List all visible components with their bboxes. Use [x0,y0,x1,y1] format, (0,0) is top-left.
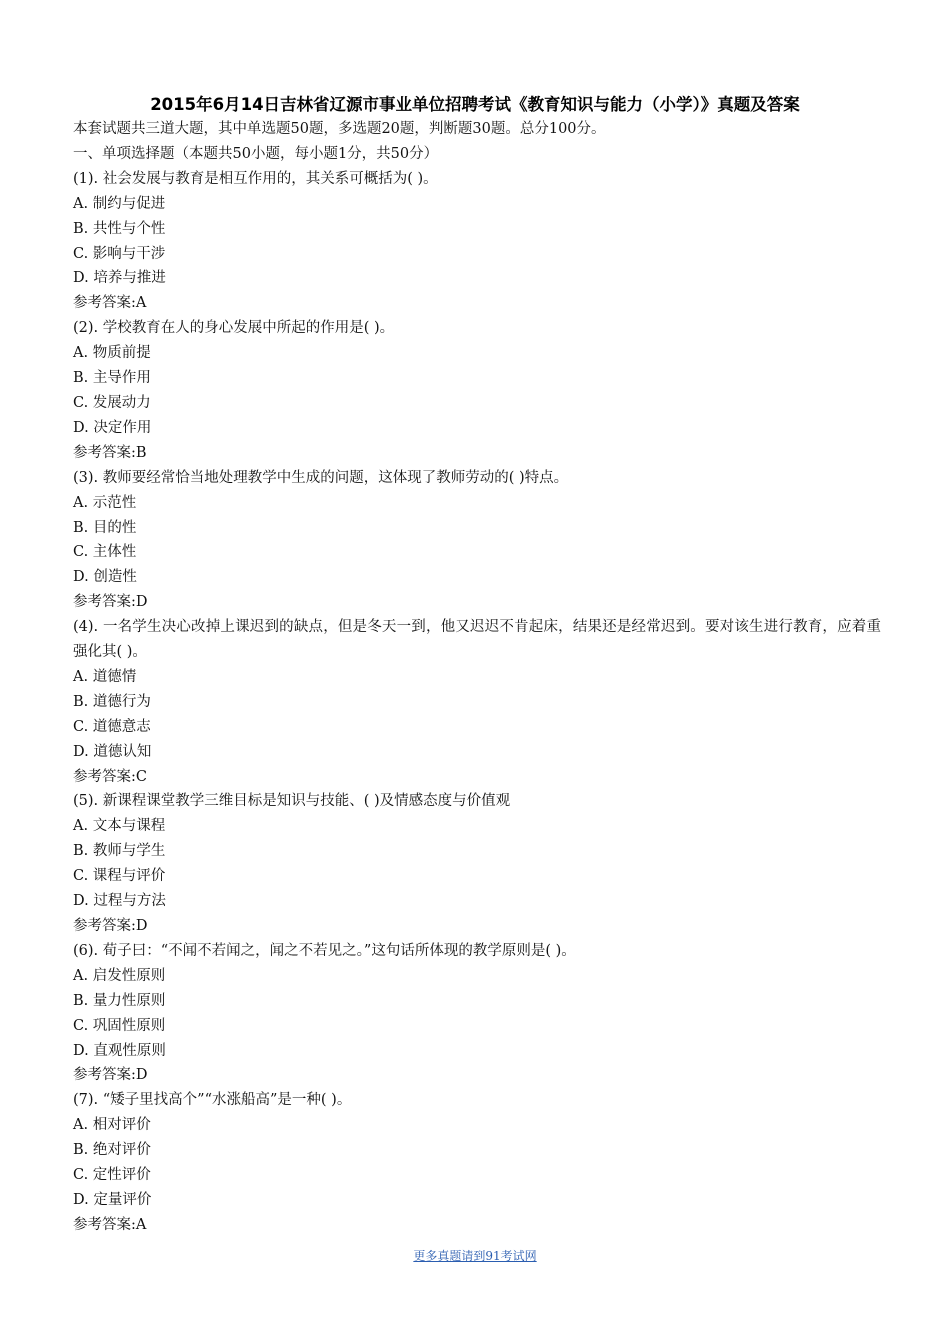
question-option: A. 启发性原则 [73,967,166,984]
intro-text: 本套试题共三道大题，其中单选题50题，多选题20题，判断题30题。总分100分。 [73,121,606,137]
question-option: B. 目的性 [73,519,137,536]
question-option: A. 制约与促进 [73,195,166,212]
question-option: B. 教师与学生 [73,843,166,860]
question-answer: 参考答案:A [73,1216,147,1233]
question-option: D. 决定作用 [73,419,152,436]
question-option: B. 道德行为 [73,693,151,710]
question-option: B. 量力性原则 [73,992,166,1009]
question-answer: 参考答案:D [73,918,148,934]
question-stem: (7). “矮子里找高个”“水涨船高”是一种( )。 [73,1092,352,1109]
question-option: A. 相对评价 [73,1117,151,1134]
question-answer: 参考答案:D [73,1067,148,1084]
section-heading: 一、单项选择题（本题共50小题，每小题1分，共50分） [73,145,439,162]
question-stem: (4). 一名学生决心改掉上课迟到的缺点，但是冬天一到，他又迟迟不肯起床，结果还是经常迟到。要对该生进行教育，应着重强化其( )。 [73,619,881,661]
question-answer: 参考答案:D [73,594,148,611]
question-option: B. 绝对评价 [73,1142,151,1159]
question-option: C. 课程与评价 [73,868,166,885]
question-stem: (3). 教师要经常恰当地处理教学中生成的问题，这体现了教师劳动的( )特点。 [73,469,569,486]
question-option: D. 过程与方法 [73,893,166,910]
question-stem: (5). 新课程课堂教学三维目标是知识与技能、( )及情感态度与价值观 [73,793,511,810]
question-option: D. 直观性原则 [73,1042,166,1059]
question-option: A. 物质前提 [73,345,151,362]
question-option: D. 培养与推进 [73,270,166,287]
footer-link[interactable]: 更多真题请到91考试网 [413,1249,537,1263]
question-option: C. 道德意志 [73,718,151,735]
question-option: A. 道德情 [73,668,137,685]
document-title: 2015年6月14日吉林省辽源市事业单位招聘考试《教育知识与能力（小学）》真题及答案 [150,95,800,114]
question-option: B. 主导作用 [73,370,151,387]
question-option: A. 示范性 [73,494,137,511]
question-stem: (6). 荀子曰：“不闻不若闻之，闻之不若见之。”这句话所体现的教学原则是( )。 [73,942,576,959]
question-option: D. 定量评价 [73,1191,152,1208]
question-option: D. 创造性 [73,569,137,586]
question-option: D. 道德认知 [73,743,152,760]
question-option: C. 巩固性原则 [73,1017,166,1034]
question-answer: 参考答案:B [73,444,147,461]
question-option: C. 定性评价 [73,1167,151,1184]
question-answer: 参考答案:A [73,295,147,312]
question-option: C. 影响与干涉 [73,245,166,262]
page-footer [0,1247,950,1265]
question-stem: (1). 社会发展与教育是相互作用的，其关系可概括为( )。 [73,170,438,187]
document-body [73,117,881,1238]
question-stem: (2). 学校教育在人的身心发展中所起的作用是( )。 [73,320,395,337]
question-option: C. 主体性 [73,544,137,561]
question-answer: 参考答案:C [73,768,147,785]
question-option: C. 发展动力 [73,394,151,411]
question-option: A. 文本与课程 [73,818,166,835]
question-option: B. 共性与个性 [73,220,166,237]
